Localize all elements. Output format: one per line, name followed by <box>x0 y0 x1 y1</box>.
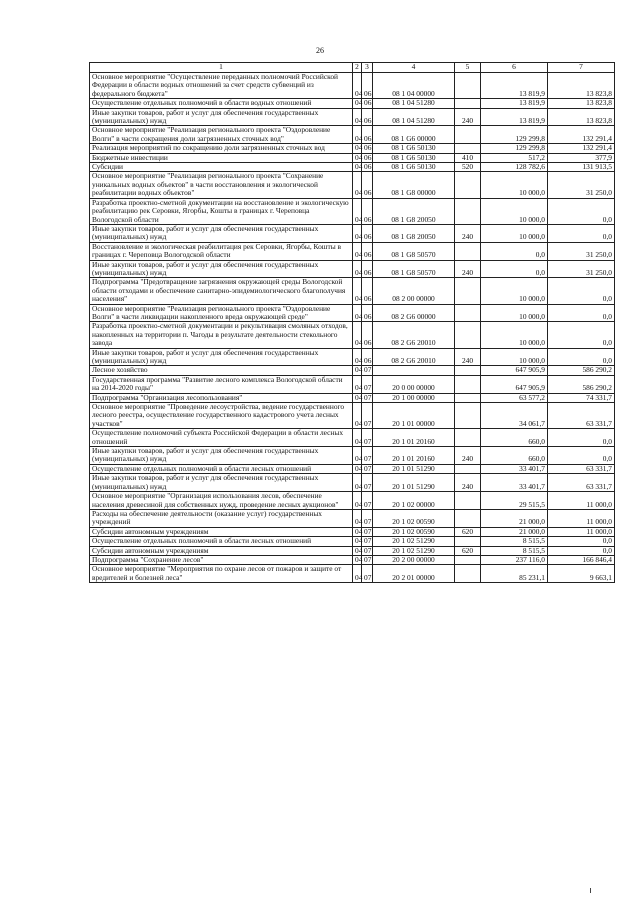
expense-type-cell <box>455 537 481 546</box>
row-name-cell: Основное мероприятие "Реализация регионального проекта "Оздоровление Волги" в части сокращения доли загрязненных сточных вод" <box>90 126 353 144</box>
target-article-cell: 20 2 01 00000 <box>373 565 455 583</box>
table-row <box>90 198 615 224</box>
expense-type-cell <box>455 375 481 393</box>
target-article-cell: 20 1 01 20160 <box>373 429 455 447</box>
expense-type-cell <box>455 304 481 322</box>
amount-year2-cell: 0,0 <box>548 447 615 465</box>
expense-type-cell <box>455 403 481 429</box>
expense-type-cell <box>455 242 481 260</box>
subsection-code-cell: 07 <box>362 366 373 375</box>
target-article-cell: 08 2 G6 20010 <box>373 322 455 348</box>
target-article-cell: 20 1 02 51290 <box>373 537 455 546</box>
subsection-code-cell: 07 <box>362 429 373 447</box>
header-cell: 2 <box>353 63 362 73</box>
row-name-cell: Разработка проектно-сметной документации на восстановление и экологическую реабилитацию рек Серовки, Ягорбы, Кошты в границах г. Череповца Вологодской области <box>90 198 353 224</box>
amount-year2-cell: 0,0 <box>548 278 615 304</box>
section-code-cell: 04 <box>353 224 362 242</box>
subsection-code-cell: 06 <box>362 260 373 278</box>
expense-type-cell: 240 <box>455 348 481 366</box>
subsection-code-cell: 06 <box>362 198 373 224</box>
target-article-cell <box>373 366 455 375</box>
amount-year1-cell: 660,0 <box>481 447 548 465</box>
header-cell: 7 <box>548 63 615 73</box>
table-row <box>90 260 615 278</box>
subsection-code-cell: 06 <box>362 322 373 348</box>
section-code-cell: 04 <box>353 375 362 393</box>
target-article-cell: 20 1 02 51290 <box>373 546 455 555</box>
target-article-cell: 20 1 02 00000 <box>373 492 455 510</box>
section-code-cell: 04 <box>353 153 362 162</box>
amount-year2-cell: 13 823,8 <box>548 99 615 108</box>
subsection-code-cell: 06 <box>362 172 373 198</box>
amount-year1-cell: 10 000,0 <box>481 348 548 366</box>
row-name-cell: Лесное хозяйство <box>90 366 353 375</box>
expense-type-cell: 240 <box>455 224 481 242</box>
amount-year2-cell: 586 290,2 <box>548 366 615 375</box>
section-code-cell: 04 <box>353 366 362 375</box>
target-article-cell: 08 1 G8 50570 <box>373 242 455 260</box>
table-row <box>90 348 615 366</box>
target-article-cell: 08 1 04 51280 <box>373 99 455 108</box>
subsection-code-cell: 06 <box>362 348 373 366</box>
target-article-cell: 08 1 G6 50130 <box>373 153 455 162</box>
table-row <box>90 429 615 447</box>
header-cell: 3 <box>362 63 373 73</box>
section-code-cell: 04 <box>353 348 362 366</box>
expense-type-cell: 240 <box>455 260 481 278</box>
section-code-cell: 04 <box>353 144 362 153</box>
expense-type-cell <box>455 509 481 527</box>
target-article-cell: 08 1 G8 20050 <box>373 224 455 242</box>
section-code-cell: 04 <box>353 242 362 260</box>
section-code-cell: 04 <box>353 198 362 224</box>
amount-year1-cell: 129 299,8 <box>481 126 548 144</box>
table-row <box>90 304 615 322</box>
section-code-cell: 04 <box>353 509 362 527</box>
section-code-cell: 04 <box>353 492 362 510</box>
amount-year2-cell: 11 000,0 <box>548 492 615 510</box>
amount-year1-cell: 63 577,2 <box>481 393 548 402</box>
expense-type-cell <box>455 99 481 108</box>
amount-year2-cell: 9 663,1 <box>548 565 615 583</box>
subsection-code-cell: 07 <box>362 555 373 564</box>
amount-year1-cell: 517,2 <box>481 153 548 162</box>
subsection-code-cell: 06 <box>362 242 373 260</box>
table-row <box>90 278 615 304</box>
subsection-code-cell: 06 <box>362 108 373 126</box>
target-article-cell: 08 2 00 00000 <box>373 278 455 304</box>
expense-type-cell <box>455 172 481 198</box>
amount-year1-cell: 10 000,0 <box>481 198 548 224</box>
section-code-cell: 04 <box>353 447 362 465</box>
subsection-code-cell: 06 <box>362 278 373 304</box>
target-article-cell: 20 1 01 00000 <box>373 403 455 429</box>
amount-year1-cell: 10 000,0 <box>481 278 548 304</box>
amount-year2-cell: 131 913,5 <box>548 163 615 172</box>
amount-year2-cell: 31 250,0 <box>548 172 615 198</box>
row-name-cell: Осуществление отдельных полномочий в области лесных отношений <box>90 464 353 473</box>
expense-type-cell <box>455 144 481 153</box>
header-cell: 5 <box>455 63 481 73</box>
section-code-cell: 04 <box>353 527 362 536</box>
subsection-code-cell: 07 <box>362 492 373 510</box>
amount-year1-cell: 0,0 <box>481 260 548 278</box>
table-row <box>90 565 615 583</box>
scan-mark <box>590 888 591 893</box>
amount-year2-cell: 0,0 <box>548 546 615 555</box>
amount-year1-cell: 21 000,0 <box>481 527 548 536</box>
amount-year1-cell: 13 819,9 <box>481 108 548 126</box>
subsection-code-cell: 06 <box>362 126 373 144</box>
table-row <box>90 537 615 546</box>
table-row <box>90 108 615 126</box>
amount-year2-cell: 166 846,4 <box>548 555 615 564</box>
target-article-cell: 20 1 01 51290 <box>373 464 455 473</box>
table-row <box>90 492 615 510</box>
target-article-cell: 08 1 04 00000 <box>373 73 455 99</box>
row-name-cell: Субсидии автономным учреждениям <box>90 527 353 536</box>
amount-year2-cell: 0,0 <box>548 224 615 242</box>
amount-year2-cell: 0,0 <box>548 322 615 348</box>
expense-type-cell: 520 <box>455 163 481 172</box>
row-name-cell: Основное мероприятие "Реализация регионального проекта "Сохранение уникальных водных объектов" в части восстановления и экологической реабилитации водных объектов" <box>90 172 353 198</box>
row-name-cell: Субсидии <box>90 163 353 172</box>
subsection-code-cell: 07 <box>362 509 373 527</box>
amount-year2-cell: 13 823,8 <box>548 73 615 99</box>
amount-year2-cell: 74 331,7 <box>548 393 615 402</box>
target-article-cell: 08 2 G6 20010 <box>373 348 455 366</box>
expense-type-cell <box>455 555 481 564</box>
row-name-cell: Расходы на обеспечение деятельности (оказание услуг) государственных учреждений <box>90 509 353 527</box>
amount-year2-cell: 0,0 <box>548 429 615 447</box>
amount-year2-cell: 132 291,4 <box>548 144 615 153</box>
table-row <box>90 375 615 393</box>
section-code-cell: 04 <box>353 172 362 198</box>
section-code-cell: 04 <box>353 73 362 99</box>
amount-year1-cell: 0,0 <box>481 242 548 260</box>
section-code-cell: 04 <box>353 322 362 348</box>
amount-year2-cell: 132 291,4 <box>548 126 615 144</box>
amount-year1-cell: 13 819,9 <box>481 99 548 108</box>
amount-year1-cell: 29 515,5 <box>481 492 548 510</box>
table-row <box>90 224 615 242</box>
subsection-code-cell: 07 <box>362 474 373 492</box>
amount-year1-cell: 647 905,9 <box>481 366 548 375</box>
target-article-cell: 08 1 G6 50130 <box>373 163 455 172</box>
target-article-cell: 20 1 00 00000 <box>373 393 455 402</box>
row-name-cell: Осуществление полномочий субъекта Российской Федерации в области лесных отношений <box>90 429 353 447</box>
section-code-cell: 04 <box>353 429 362 447</box>
amount-year2-cell: 31 250,0 <box>548 242 615 260</box>
expense-type-cell <box>455 322 481 348</box>
amount-year2-cell: 377,9 <box>548 153 615 162</box>
section-code-cell: 04 <box>353 278 362 304</box>
expense-type-cell: 240 <box>455 108 481 126</box>
table-row <box>90 474 615 492</box>
table-row <box>90 99 615 108</box>
amount-year1-cell: 128 782,6 <box>481 163 548 172</box>
row-name-cell: Реализация мероприятий по сокращению доли загрязненных сточных вод <box>90 144 353 153</box>
target-article-cell: 08 2 G6 00000 <box>373 304 455 322</box>
subsection-code-cell: 07 <box>362 537 373 546</box>
section-code-cell: 04 <box>353 403 362 429</box>
expense-type-cell <box>455 126 481 144</box>
row-name-cell: Иные закупки товаров, работ и услуг для обеспечения государственных (муниципальных) нужд <box>90 474 353 492</box>
expense-type-cell <box>455 429 481 447</box>
table-row <box>90 172 615 198</box>
row-name-cell: Иные закупки товаров, работ и услуг для обеспечения государственных (муниципальных) нужд <box>90 260 353 278</box>
amount-year1-cell: 10 000,0 <box>481 172 548 198</box>
target-article-cell: 08 1 G8 20050 <box>373 198 455 224</box>
amount-year2-cell: 586 290,2 <box>548 375 615 393</box>
subsection-code-cell: 06 <box>362 144 373 153</box>
amount-year2-cell: 0,0 <box>548 348 615 366</box>
table-row <box>90 403 615 429</box>
subsection-code-cell: 06 <box>362 99 373 108</box>
row-name-cell: Иные закупки товаров, работ и услуг для обеспечения государственных (муниципальных) нужд <box>90 447 353 465</box>
expense-type-cell: 620 <box>455 527 481 536</box>
amount-year1-cell: 85 231,1 <box>481 565 548 583</box>
expense-type-cell <box>455 198 481 224</box>
table-row <box>90 366 615 375</box>
target-article-cell: 08 1 G6 00000 <box>373 126 455 144</box>
section-code-cell: 04 <box>353 474 362 492</box>
amount-year2-cell: 11 000,0 <box>548 527 615 536</box>
subsection-code-cell: 06 <box>362 304 373 322</box>
amount-year1-cell: 8 515,5 <box>481 546 548 555</box>
amount-year1-cell: 34 061,7 <box>481 403 548 429</box>
expense-type-cell <box>455 73 481 99</box>
subsection-code-cell: 07 <box>362 393 373 402</box>
expense-type-cell <box>455 278 481 304</box>
amount-year1-cell: 10 000,0 <box>481 224 548 242</box>
expense-type-cell: 620 <box>455 546 481 555</box>
subsection-code-cell: 06 <box>362 73 373 99</box>
header-cell: 6 <box>481 63 548 73</box>
row-name-cell: Иные закупки товаров, работ и услуг для обеспечения государственных (муниципальных) нужд <box>90 108 353 126</box>
section-code-cell: 04 <box>353 163 362 172</box>
row-name-cell: Бюджетные инвестиции <box>90 153 353 162</box>
amount-year2-cell: 13 823,8 <box>548 108 615 126</box>
expense-type-cell <box>455 366 481 375</box>
row-name-cell: Подпрограмма "Организация лесопользования" <box>90 393 353 402</box>
amount-year2-cell: 0,0 <box>548 198 615 224</box>
table-row <box>90 322 615 348</box>
expense-type-cell: 240 <box>455 474 481 492</box>
subsection-code-cell: 06 <box>362 153 373 162</box>
table-row <box>90 509 615 527</box>
row-name-cell: Основное мероприятие "Мероприятия по охране лесов от пожаров и защите от вредителей и болезней леса" <box>90 565 353 583</box>
section-code-cell: 04 <box>353 393 362 402</box>
row-name-cell: Основное мероприятие "Организация использования лесов, обеспечение населения древесиной для собственных нужд, проведение лесных аукционов" <box>90 492 353 510</box>
subsection-code-cell: 07 <box>362 464 373 473</box>
subsection-code-cell: 06 <box>362 224 373 242</box>
row-name-cell: Восстановление и экологическая реабилитация рек Серовки, Ягорбы, Кошты в границах г. Череповца Вологодской области <box>90 242 353 260</box>
target-article-cell: 08 1 G6 50130 <box>373 144 455 153</box>
amount-year1-cell: 10 000,0 <box>481 304 548 322</box>
section-code-cell: 04 <box>353 304 362 322</box>
section-code-cell: 04 <box>353 260 362 278</box>
expense-type-cell <box>455 464 481 473</box>
subsection-code-cell: 06 <box>362 163 373 172</box>
target-article-cell: 08 1 G8 50570 <box>373 260 455 278</box>
target-article-cell: 20 1 02 00590 <box>373 527 455 536</box>
amount-year1-cell: 33 401,7 <box>481 474 548 492</box>
target-article-cell: 20 1 01 20160 <box>373 447 455 465</box>
target-article-cell: 20 2 00 00000 <box>373 555 455 564</box>
target-article-cell: 20 1 02 00590 <box>373 509 455 527</box>
expense-type-cell <box>455 565 481 583</box>
header-cell: 1 <box>90 63 353 73</box>
expense-type-cell: 240 <box>455 447 481 465</box>
amount-year2-cell: 63 331,7 <box>548 474 615 492</box>
row-name-cell: Субсидии автономным учреждениям <box>90 546 353 555</box>
row-name-cell: Осуществление отдельных полномочий в области лесных отношений <box>90 537 353 546</box>
amount-year1-cell: 21 000,0 <box>481 509 548 527</box>
header-cell: 4 <box>373 63 455 73</box>
section-code-cell: 04 <box>353 537 362 546</box>
expense-type-cell <box>455 492 481 510</box>
subsection-code-cell: 07 <box>362 375 373 393</box>
subsection-code-cell: 07 <box>362 403 373 429</box>
amount-year2-cell: 63 331,7 <box>548 403 615 429</box>
amount-year1-cell: 237 116,0 <box>481 555 548 564</box>
subsection-code-cell: 07 <box>362 565 373 583</box>
table-row <box>90 126 615 144</box>
section-code-cell: 04 <box>353 555 362 564</box>
table-row <box>90 73 615 99</box>
amount-year2-cell: 11 000,0 <box>548 509 615 527</box>
page-number: 26 <box>316 46 324 55</box>
row-name-cell: Иные закупки товаров, работ и услуг для обеспечения государственных (муниципальных) нужд <box>90 224 353 242</box>
row-name-cell: Государственная программа "Развитие лесного комплекса Вологодской области на 2014-2020 годы" <box>90 375 353 393</box>
row-name-cell: Основное мероприятие "Осуществление переданных полномочий Российской Федерации в области водных отношений за счет средств субвенций из федерального бюджета" <box>90 73 353 99</box>
header-row <box>90 63 615 73</box>
subsection-code-cell: 07 <box>362 546 373 555</box>
amount-year1-cell: 10 000,0 <box>481 322 548 348</box>
subsection-code-cell: 07 <box>362 527 373 536</box>
section-code-cell: 04 <box>353 464 362 473</box>
row-name-cell: Подпрограмма "Предотвращение загрязнения окружающей среды Вологодской области отходами и обеспечение санитарно-эпидемиологического благополучия населения" <box>90 278 353 304</box>
amount-year2-cell: 0,0 <box>548 537 615 546</box>
amount-year1-cell: 660,0 <box>481 429 548 447</box>
section-code-cell: 04 <box>353 108 362 126</box>
amount-year2-cell: 31 250,0 <box>548 260 615 278</box>
section-code-cell: 04 <box>353 99 362 108</box>
target-article-cell: 20 1 01 51290 <box>373 474 455 492</box>
expense-type-cell: 410 <box>455 153 481 162</box>
amount-year1-cell: 13 819,9 <box>481 73 548 99</box>
budget-table <box>89 62 615 583</box>
row-name-cell: Основное мероприятие "Реализация регионального проекта "Оздоровление Волги" в части ликвидации накопленного вреда окружающей среде" <box>90 304 353 322</box>
table-row <box>90 242 615 260</box>
row-name-cell: Подпрограмма "Сохранение лесов" <box>90 555 353 564</box>
target-article-cell: 08 1 04 51280 <box>373 108 455 126</box>
amount-year1-cell: 647 905,9 <box>481 375 548 393</box>
target-article-cell: 08 1 G8 00000 <box>373 172 455 198</box>
section-code-cell: 04 <box>353 565 362 583</box>
amount-year2-cell: 0,0 <box>548 304 615 322</box>
row-name-cell: Основное мероприятие "Проведение лесоустройства, ведение государственного лесного реестра, осуществление государственного кадастрового учета лесных участков" <box>90 403 353 429</box>
table-row <box>90 144 615 153</box>
section-code-cell: 04 <box>353 126 362 144</box>
amount-year1-cell: 129 299,8 <box>481 144 548 153</box>
section-code-cell: 04 <box>353 546 362 555</box>
row-name-cell: Иные закупки товаров, работ и услуг для обеспечения государственных (муниципальных) нужд <box>90 348 353 366</box>
expense-type-cell <box>455 393 481 402</box>
row-name-cell: Осуществление отдельных полномочий в области водных отношений <box>90 99 353 108</box>
table-row <box>90 447 615 465</box>
amount-year1-cell: 33 401,7 <box>481 464 548 473</box>
row-name-cell: Разработка проектно-сметной документации и рекультивация смоляных отходов, накопленных на территории п. Чагоды в результате деятельности стекольного завода <box>90 322 353 348</box>
amount-year2-cell: 63 331,7 <box>548 464 615 473</box>
subsection-code-cell: 07 <box>362 447 373 465</box>
amount-year1-cell: 8 515,5 <box>481 537 548 546</box>
target-article-cell: 20 0 00 00000 <box>373 375 455 393</box>
